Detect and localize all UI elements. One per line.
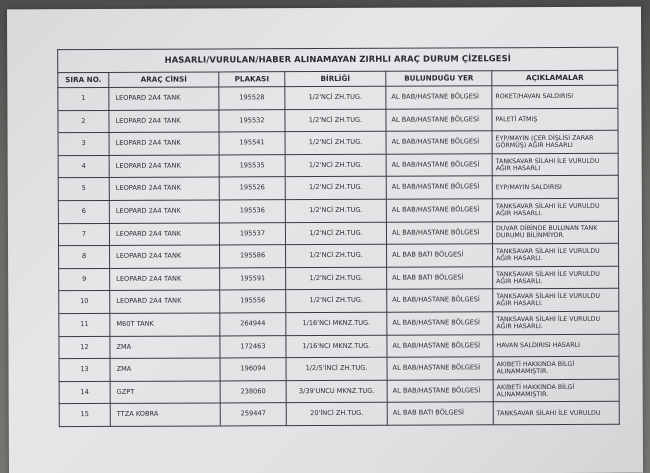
cell-arac-cinsi: LEOPARD 2A4 TANK	[109, 132, 219, 155]
cell-aciklamalar: TANKSAVAR SİLAHI İLE VURULDU AĞIR HASARLI.	[493, 311, 619, 334]
cell-arac-cinsi: LEOPARD 2A4 TANK	[109, 223, 219, 246]
cell-bulundugu-yer: AL BAB BATI BÖLGESİ	[387, 244, 493, 267]
cell-arac-cinsi: TTZA KOBRA	[110, 403, 220, 426]
cell-plakasi: 195528	[219, 87, 285, 110]
cell-aciklamalar: AKIBETİ HAKKINDA BİLGİ ALINAMAMIŞTIR.	[493, 379, 619, 402]
cell-bulundugu-yer: AL BAB/HASTANE BÖLGESİ	[386, 86, 492, 109]
cell-sira-no: 11	[59, 313, 110, 336]
cell-plakasi: 195532	[219, 109, 285, 132]
cell-aciklamalar: AKIBETİ HAKKINDA BİLGİ ALINAMAMIŞTIR.	[493, 356, 619, 379]
cell-aciklamalar: TANKSAVAR SİLAHI İLE VURULDU AĞIR HASARLI.	[493, 289, 619, 312]
cell-birligi: 1/2'NCİ ZH.TUG.	[285, 86, 386, 109]
cell-aciklamalar: TANKSAVAR SİLAHI İLE VURULDU AĞIR HASARLI.	[493, 266, 619, 289]
document-title: HASARLI/VURULAN/HABER ALINAMAYAN ZIRHLI ARAÇ DURUM ÇİZELGESİ	[58, 47, 618, 72]
cell-arac-cinsi: LEOPARD 2A4 TANK	[110, 290, 220, 313]
cell-aciklamalar: TANKSAVAR SİLAHI İLE VURULDU AĞIR HASARLI.	[492, 198, 618, 221]
cell-bulundugu-yer: AL BAB BATI BÖLGESİ	[387, 267, 493, 290]
table-row	[59, 356, 619, 381]
cell-birligi: 3/39'UNCU MKNZ.TUG.	[286, 380, 387, 403]
cell-birligi: 1/2'NCİ ZH.TUG.	[285, 154, 386, 177]
table-row	[59, 243, 619, 268]
cell-sira-no: 14	[59, 381, 110, 404]
cell-plakasi: 195556	[220, 290, 286, 313]
cell-bulundugu-yer: AL BAB/HASTANE BÖLGESİ	[387, 357, 493, 380]
cell-arac-cinsi: LEOPARD 2A4 TANK	[109, 87, 219, 110]
column-header-plakasi: PLAKASI	[219, 72, 285, 87]
cell-plakasi: 264944	[220, 313, 286, 336]
cell-plakasi: 196094	[220, 358, 286, 381]
table-row	[58, 85, 618, 110]
table-row	[59, 402, 619, 427]
cell-plakasi: 195537	[219, 222, 285, 245]
cell-arac-cinsi: LEOPARD 2A4 TANK	[110, 268, 220, 291]
cell-bulundugu-yer: AL BAB/HASTANE BÖLGESİ	[387, 289, 493, 312]
cell-bulundugu-yer: AL BAB/HASTANE BÖLGESİ	[387, 334, 493, 357]
cell-sira-no: 6	[58, 200, 109, 223]
cell-bulundugu-yer: AL BAB/HASTANE BÖLGESİ	[387, 379, 493, 402]
cell-aciklamalar: ROKET/HAVAN SALDIRISI	[492, 85, 618, 108]
cell-sira-no: 3	[58, 133, 109, 156]
cell-sira-no: 9	[59, 268, 110, 291]
cell-sira-no: 10	[59, 291, 110, 314]
column-header-arac-cinsi: ARAÇ CİNSİ	[109, 72, 219, 87]
cell-sira-no: 13	[59, 359, 110, 382]
cell-sira-no: 4	[58, 155, 109, 178]
cell-arac-cinsi: LEOPARD 2A4 TANK	[110, 245, 220, 268]
cell-plakasi: 195586	[220, 245, 286, 268]
table-row	[59, 311, 619, 336]
cell-plakasi: 238060	[220, 380, 286, 403]
cell-plakasi: 195536	[219, 200, 285, 223]
cell-bulundugu-yer: AL BAB/HASTANE BÖLGESİ	[386, 108, 492, 131]
cell-aciklamalar: EYP/MAYIN SALDIRISI	[492, 176, 618, 199]
cell-plakasi: 172463	[220, 335, 286, 358]
cell-sira-no: 7	[58, 223, 109, 246]
cell-plakasi: 195535	[219, 154, 285, 177]
cell-birligi: 1/2'NCİ ZH.TUG.	[285, 131, 386, 154]
cell-sira-no: 12	[59, 336, 110, 359]
cell-plakasi: 195591	[220, 267, 286, 290]
cell-birligi: 1/16'NCI MKNZ.TUG.	[286, 335, 387, 358]
cell-bulundugu-yer: AL BAB/HASTANE BÖLGESİ	[386, 154, 492, 177]
cell-birligi: 1/16'NCI MKNZ.TUG.	[286, 312, 387, 335]
cell-aciklamalar: TANKSAVAR SİLAHI İLE VURULDU	[493, 402, 619, 425]
column-header-birligi: BİRLİĞİ	[285, 71, 386, 86]
table-row	[58, 198, 618, 223]
cell-arac-cinsi: ZMA	[110, 358, 220, 381]
table-body	[58, 85, 620, 426]
cell-bulundugu-yer: AL BAB/HASTANE BÖLGESİ	[386, 176, 492, 199]
cell-sira-no: 8	[59, 246, 110, 269]
cell-arac-cinsi: LEOPARD 2A4 TANK	[109, 155, 219, 178]
cell-sira-no: 2	[58, 110, 109, 133]
cell-aciklamalar: TANKSAVAR SİLAHI İLE VURULDU AĞIR HASARLI.	[493, 243, 619, 266]
table-row	[58, 130, 618, 155]
cell-sira-no: 15	[59, 404, 110, 427]
column-header-bulundugu-yer: BULUNDUĞU YER	[386, 71, 492, 86]
cell-birligi: 20'İNCİ ZH.TUG.	[286, 403, 387, 426]
cell-arac-cinsi: LEOPARD 2A4 TANK	[109, 110, 219, 133]
table-row	[58, 176, 618, 201]
cell-birligi: 1/2/5'İNCİ ZH.TUG.	[286, 357, 387, 380]
paper-sheet	[7, 7, 643, 473]
table-row	[59, 266, 619, 291]
table-row	[58, 221, 618, 246]
cell-birligi: 1/2'NCİ ZH.TUG.	[286, 244, 387, 267]
cell-sira-no: 1	[58, 87, 109, 110]
cell-birligi: 1/2'NCİ ZH.TUG.	[285, 177, 386, 200]
cell-bulundugu-yer: AL BAB BATI BÖLGESİ	[387, 402, 493, 425]
cell-birligi: 1/2'NCİ ZH.TUG.	[286, 267, 387, 290]
table-row	[59, 379, 619, 404]
table-row	[59, 334, 619, 359]
cell-aciklamalar: DUVAR DİBİNDE BULUNAN TANK DURUMU BİLİNMİYOR.	[492, 221, 618, 244]
column-header-sira-no: SIRA NO.	[58, 72, 109, 87]
cell-arac-cinsi: ZMA	[110, 335, 220, 358]
cell-plakasi: 259447	[220, 403, 286, 426]
cell-sira-no: 5	[58, 178, 109, 201]
cell-birligi: 1/2'NCİ ZH.TUG.	[285, 109, 386, 132]
cell-bulundugu-yer: AL BAB/HASTANE BÖLGESİ	[386, 131, 492, 154]
cell-arac-cinsi: GZPT	[110, 381, 220, 404]
cell-arac-cinsi: LEOPARD 2A4 TANK	[109, 177, 219, 200]
cell-bulundugu-yer: AL BAB/HASTANE BÖLGESİ	[386, 199, 492, 222]
column-header-aciklamalar: AÇIKLAMALAR	[492, 70, 618, 86]
cell-aciklamalar: EYP/MAYIN (CER DİŞLİSİ ZARAR GÖRMÜŞ) AĞIR HASARLI	[492, 130, 618, 153]
cell-bulundugu-yer: AL BAB/HASTANE BÖLGESİ	[387, 312, 493, 335]
cell-plakasi: 195541	[219, 132, 285, 155]
cell-aciklamalar: TANKSAVAR SİLAHI İLE VURULDU AĞIR HASARLI	[492, 153, 618, 176]
table-row	[58, 108, 618, 133]
vehicle-status-table	[57, 47, 620, 427]
cell-plakasi: 195526	[219, 177, 285, 200]
cell-aciklamalar: HAVAN SALDIRISI HASARLI	[493, 334, 619, 357]
cell-birligi: 1/2'NCİ ZH.TUG.	[286, 290, 387, 313]
cell-birligi: 1/2'NCİ ZH.TUG.	[285, 222, 386, 245]
cell-arac-cinsi: LEOPARD 2A4 TANK	[109, 200, 219, 223]
cell-birligi: 1/2'NCİ ZH.TUG.	[285, 199, 386, 222]
cell-bulundugu-yer: AL BAB/HASTANE BÖLGESİ	[386, 221, 492, 244]
cell-arac-cinsi: M60T TANK	[110, 313, 220, 336]
table-row	[59, 289, 619, 314]
cell-aciklamalar: PALETİ ATMIŞ	[492, 108, 618, 131]
table-row	[58, 153, 618, 178]
